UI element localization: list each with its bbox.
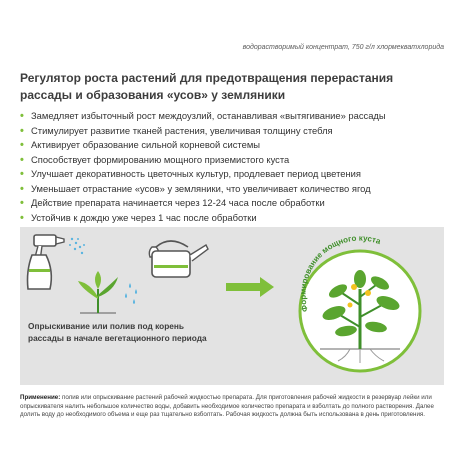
bullet-icon: • — [20, 168, 24, 180]
watering-can-icon — [125, 241, 208, 304]
bullet-icon: • — [20, 197, 24, 209]
list-item: • Улучшает декоративность цветочных культур, продлевает период цветения — [20, 168, 361, 180]
illustration-panel — [20, 227, 444, 385]
bush-plant-icon — [300, 251, 420, 371]
feature-list — [20, 109, 450, 225]
list-item: • Действие препарата начинается через 12-24 часа после обработки — [20, 197, 325, 209]
illustration-caption: Опрыскивание или полив под корень рассады в начале вегетационного периода — [28, 321, 207, 343]
product-subtitle: водорастворимый концентрат, 750 г/л хлормекватхлорида — [242, 44, 444, 51]
usage-label: Применение: — [20, 394, 61, 401]
bullet-icon: • — [20, 153, 24, 166]
list-item: • Стимулирует развитие тканей растения, увеличивая толщину стебля — [20, 124, 333, 137]
list-item: • Замедляет избыточный рост междоузлий, останавливая «вытягивание» рассады — [20, 110, 386, 122]
list-item: • Активирует образование сильной корневой системы — [20, 139, 260, 151]
usage-text: полив или опрыскивание растений рабочей жидкостью препарата. Для приготовления рабочей жидкости в резервуар лейки или опрыскивателя налить небольшое количество воды, добавить необходимое количество препарата и взболтать до полного растворения. Далее долить воду до необходимого объема и еще раз тщательно взболтать. Рабочая жидкость должна быть использована в день приготовления. — [20, 394, 434, 419]
illustration-svg — [20, 227, 444, 385]
spray-bottle-icon — [28, 235, 86, 289]
page-title: Регулятор роста растений для предотвращения перерастания рассады и образования «усов» у земляники — [20, 71, 394, 102]
badge-text: Формирование мощного куста — [298, 233, 382, 313]
bullet-icon: • — [20, 182, 24, 195]
bullet-icon: • — [20, 110, 24, 122]
bullet-icon: • — [20, 139, 24, 151]
list-item: • Устойчив к дождю уже через 1 час после обработки — [20, 211, 257, 224]
arrow-right-icon — [226, 277, 274, 297]
list-item: • Способствует формированию мощного приземистого куста — [20, 153, 290, 166]
seedling-icon — [78, 271, 118, 313]
usage-instructions — [20, 394, 446, 420]
bullet-icon: • — [20, 124, 24, 137]
bullet-icon: • — [20, 211, 24, 224]
list-item: • Уменьшает отрастание «усов» у земляники, что увеличивает количество ягод — [20, 182, 371, 195]
